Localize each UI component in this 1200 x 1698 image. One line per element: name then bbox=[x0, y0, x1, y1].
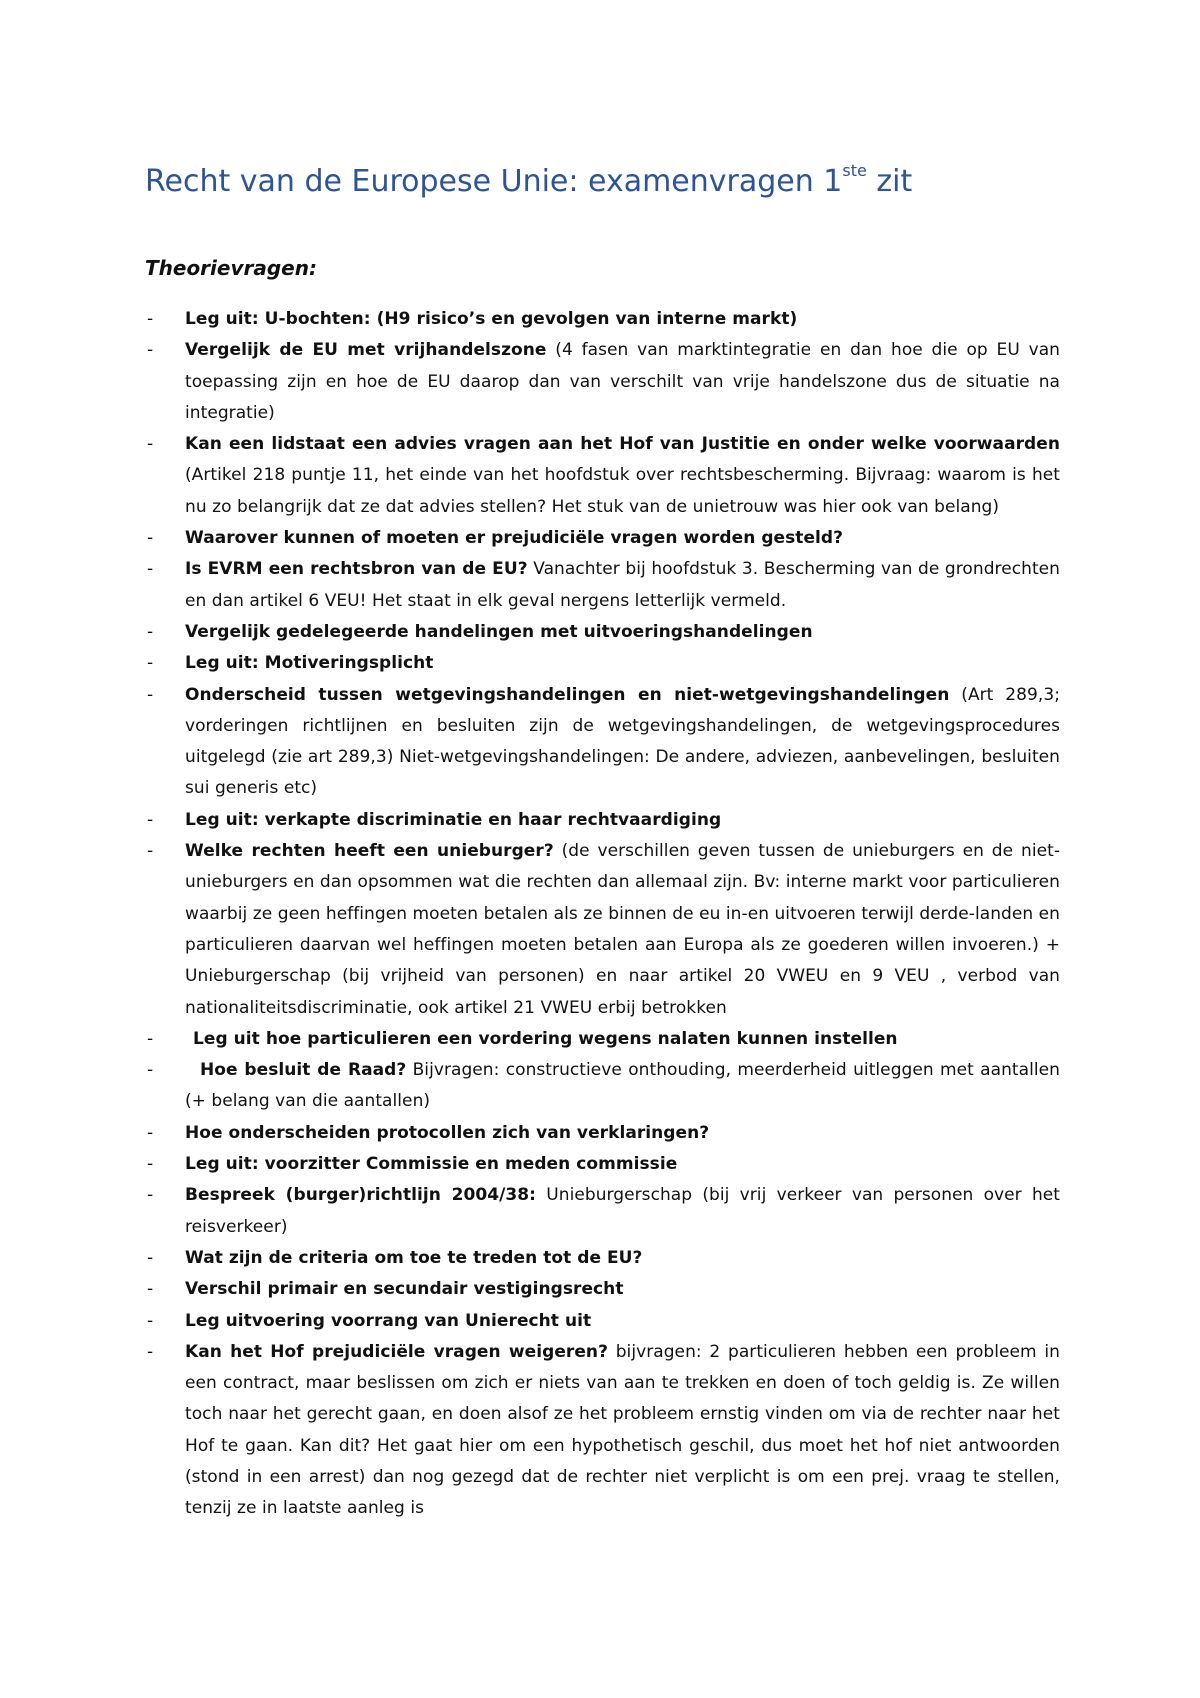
list-item: - Waarover kunnen of moeten er prejudiciële vragen worden gesteld? bbox=[145, 523, 1060, 554]
bullet-dash: - bbox=[147, 1341, 154, 1362]
list-item: - Vergelijk gedelegeerde handelingen met uitvoeringshandelingen bbox=[145, 617, 1060, 648]
bullet-dash: - bbox=[147, 528, 154, 549]
list-item: - Is EVRM een rechtsbron van de EU? Vanachter bij hoofdstuk 3. Bescherming van de grondrechten en dan artikel 6 VEU! Het staat in elk geval nergens letterlijk vermeld. bbox=[145, 554, 1060, 617]
bullet-dash: - bbox=[147, 1028, 154, 1049]
list-item: - Leg uitvoering voorrang van Unierecht uit bbox=[145, 1306, 1060, 1337]
bullet-dash: - bbox=[147, 434, 154, 455]
bullet-dash: - bbox=[147, 1060, 154, 1081]
list-item: - Hoe onderscheiden protocollen zich van verklaringen? bbox=[145, 1118, 1060, 1149]
bullet-dash: - bbox=[147, 1279, 154, 1300]
list-item: - Leg uit: verkapte discriminatie en haar rechtvaardiging bbox=[145, 805, 1060, 836]
bullet-dash: - bbox=[147, 841, 154, 862]
list-item: - Leg uit: voorzitter Commissie en meden commissie bbox=[145, 1149, 1060, 1180]
list-item: - Leg uit: U-bochten: (H9 risico’s en gevolgen van interne markt) bbox=[145, 304, 1060, 335]
bullet-dash: - bbox=[147, 309, 154, 329]
list-item: - Bespreek (burger)richtlijn 2004/38: Unieburgerschap (bij vrij verkeer van personen over het reisverkeer) bbox=[145, 1180, 1060, 1243]
bullet-dash: - bbox=[147, 1247, 154, 1268]
list-item: - Leg uit: Motiveringsplicht bbox=[145, 648, 1060, 679]
title-superscript: ste bbox=[842, 161, 867, 180]
list-item: - Leg uit hoe particulieren een vordering wegens nalaten kunnen instellen bbox=[145, 1024, 1060, 1055]
bullet-dash: - bbox=[147, 1154, 154, 1175]
list-item: - Hoe besluit de Raad? Bijvragen: constructieve onthouding, meerderheid uitleggen met aantallen (+ belang van die aantallen) bbox=[145, 1055, 1060, 1118]
list-item: - Wat zijn de criteria om toe te treden tot de EU? bbox=[145, 1243, 1060, 1274]
section-heading: Theorievragen: bbox=[145, 256, 317, 280]
list-item: - Welke rechten heeft een unieburger? (de verschillen geven tussen de unieburgers en de niet-unieburgers en dan opsommen wat die rechten dan allemaal zijn. Bv: interne markt voor particulieren waarbij ze geen heffingen moeten betalen als ze binnen de eu in-en uitvoeren terwijl derde-landen en particulieren daarvan wel heffingen moeten betalen aan Europa als ze goederen willen invoeren.) + Unieburgerschap (bij vrijheid van personen) en naar artikel 20 VWEU en 9 VEU , verbod van nationaliteitsdiscriminatie, ook artikel 21 VWEU erbij betrokken bbox=[145, 836, 1060, 1024]
question-list bbox=[145, 304, 1060, 1525]
list-item: - Onderscheid tussen wetgevingshandelingen en niet-wetgevingshandelingen (Art 289,3; vorderingen richtlijnen en besluiten zijn de wetgevingshandelingen, de wetgevingsprocedures uitgelegd (zie art 289,3) Niet-wetgevingshandelingen: De andere, adviezen, aanbevelingen, besluiten sui generis etc) bbox=[145, 680, 1060, 805]
list-item: - Kan het Hof prejudiciële vragen weigeren? bijvragen: 2 particulieren hebben een probleem in een contract, maar beslissen om zich er niets van aan te trekken en doen of toch geldig is. Ze willen toch naar het gerecht gaan, en doen alsof ze het probleem ernstig vinden om via de rechter naar het Hof te gaan. Kan dit? Het gaat hier om een hypothetisch geschil, dus moet het hof niet antwoorden (stond in een arrest) dan nog gezegd dat de rechter niet verplicht is om een prej. vraag te stellen, tenzij ze in laatste aanleg is bbox=[145, 1337, 1060, 1525]
bullet-dash: - bbox=[147, 621, 154, 642]
list-item: - Verschil primair en secundair vestigingsrecht bbox=[145, 1274, 1060, 1305]
bullet-dash: - bbox=[147, 684, 154, 705]
document-title: Recht van de Europese Unie: examenvragen 1ste zit bbox=[145, 161, 913, 199]
bullet-dash: - bbox=[147, 1310, 154, 1331]
bullet-dash: - bbox=[147, 653, 154, 674]
bullet-dash: - bbox=[147, 340, 154, 361]
bullet-dash: - bbox=[147, 1122, 154, 1143]
bullet-dash: - bbox=[147, 1185, 154, 1206]
bullet-dash: - bbox=[147, 559, 154, 580]
list-item: - Vergelijk de EU met vrijhandelszone (4 fasen van marktintegratie en dan hoe die op EU van toepassing zijn en hoe de EU daarop dan van verschilt van vrije handelszone dus de situatie na integratie) bbox=[145, 335, 1060, 429]
list-item: - Kan een lidstaat een advies vragen aan het Hof van Justitie en onder welke voorwaarden (Artikel 218 puntje 11, het einde van het hoofdstuk over rechtsbescherming. Bijvraag: waarom is het nu zo belangrijk dat ze dat advies stellen? Het stuk van de unietrouw was hier ook van belang) bbox=[145, 429, 1060, 523]
bullet-dash: - bbox=[147, 809, 154, 830]
